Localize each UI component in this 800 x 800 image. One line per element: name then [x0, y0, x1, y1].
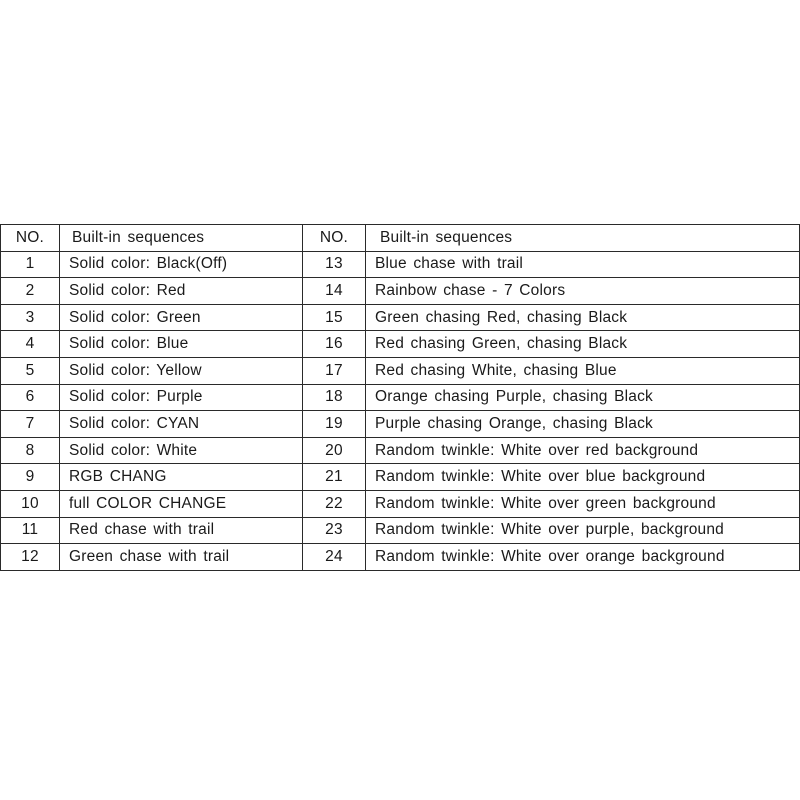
sequence-name-right: Green chasing Red, chasing Black	[366, 304, 800, 331]
row-number-right: 15	[303, 304, 366, 331]
built-in-sequences-table	[0, 224, 800, 571]
row-number-right: 18	[303, 384, 366, 411]
sequence-name-left: Solid color: White	[60, 437, 303, 464]
sequence-name-left: Solid color: Green	[60, 304, 303, 331]
row-number-right: 21	[303, 464, 366, 491]
row-number-left: 8	[1, 437, 60, 464]
row-number-right: 22	[303, 490, 366, 517]
row-number-right: 23	[303, 517, 366, 544]
table-row	[1, 278, 800, 305]
table-header-row	[1, 225, 800, 252]
header-sequences-left: Built-in sequences	[60, 225, 303, 252]
sequence-name-left: Solid color: Red	[60, 278, 303, 305]
sequence-name-right: Blue chase with trail	[366, 251, 800, 278]
row-number-left: 9	[1, 464, 60, 491]
table-row	[1, 464, 800, 491]
table-row	[1, 544, 800, 571]
sequence-name-left: Solid color: CYAN	[60, 411, 303, 438]
sequence-name-left: Solid color: Purple	[60, 384, 303, 411]
sequence-name-left: full COLOR CHANGE	[60, 490, 303, 517]
table-row	[1, 517, 800, 544]
row-number-right: 16	[303, 331, 366, 358]
table-row	[1, 437, 800, 464]
sequence-name-right: Rainbow chase - 7 Colors	[366, 278, 800, 305]
header-no-left: NO.	[1, 225, 60, 252]
row-number-right: 24	[303, 544, 366, 571]
row-number-left: 10	[1, 490, 60, 517]
sequence-name-left: Solid color: Black(Off)	[60, 251, 303, 278]
sequence-name-left: Red chase with trail	[60, 517, 303, 544]
table-row	[1, 411, 800, 438]
row-number-left: 1	[1, 251, 60, 278]
table-row	[1, 251, 800, 278]
header-sequences-right: Built-in sequences	[366, 225, 800, 252]
sequence-table-container	[0, 224, 799, 571]
table-row	[1, 357, 800, 384]
table-row	[1, 331, 800, 358]
sequence-name-left: RGB CHANG	[60, 464, 303, 491]
row-number-right: 13	[303, 251, 366, 278]
sequence-name-left: Solid color: Blue	[60, 331, 303, 358]
row-number-left: 5	[1, 357, 60, 384]
table-body	[1, 251, 800, 570]
sequence-name-right: Random twinkle: White over green background	[366, 490, 800, 517]
row-number-right: 14	[303, 278, 366, 305]
sequence-name-right: Random twinkle: White over red background	[366, 437, 800, 464]
header-no-right: NO.	[303, 225, 366, 252]
row-number-left: 4	[1, 331, 60, 358]
sequence-name-right: Red chasing White, chasing Blue	[366, 357, 800, 384]
sequence-name-left: Green chase with trail	[60, 544, 303, 571]
sequence-name-right: Random twinkle: White over purple, background	[366, 517, 800, 544]
table-row	[1, 384, 800, 411]
row-number-left: 2	[1, 278, 60, 305]
row-number-left: 7	[1, 411, 60, 438]
table-row	[1, 490, 800, 517]
row-number-right: 20	[303, 437, 366, 464]
row-number-left: 11	[1, 517, 60, 544]
sequence-name-right: Random twinkle: White over blue background	[366, 464, 800, 491]
row-number-left: 6	[1, 384, 60, 411]
row-number-right: 17	[303, 357, 366, 384]
table-row	[1, 304, 800, 331]
sequence-name-right: Purple chasing Orange, chasing Black	[366, 411, 800, 438]
sequence-name-left: Solid color: Yellow	[60, 357, 303, 384]
sequence-name-right: Random twinkle: White over orange background	[366, 544, 800, 571]
row-number-left: 3	[1, 304, 60, 331]
sequence-name-right: Red chasing Green, chasing Black	[366, 331, 800, 358]
row-number-right: 19	[303, 411, 366, 438]
row-number-left: 12	[1, 544, 60, 571]
sequence-name-right: Orange chasing Purple, chasing Black	[366, 384, 800, 411]
